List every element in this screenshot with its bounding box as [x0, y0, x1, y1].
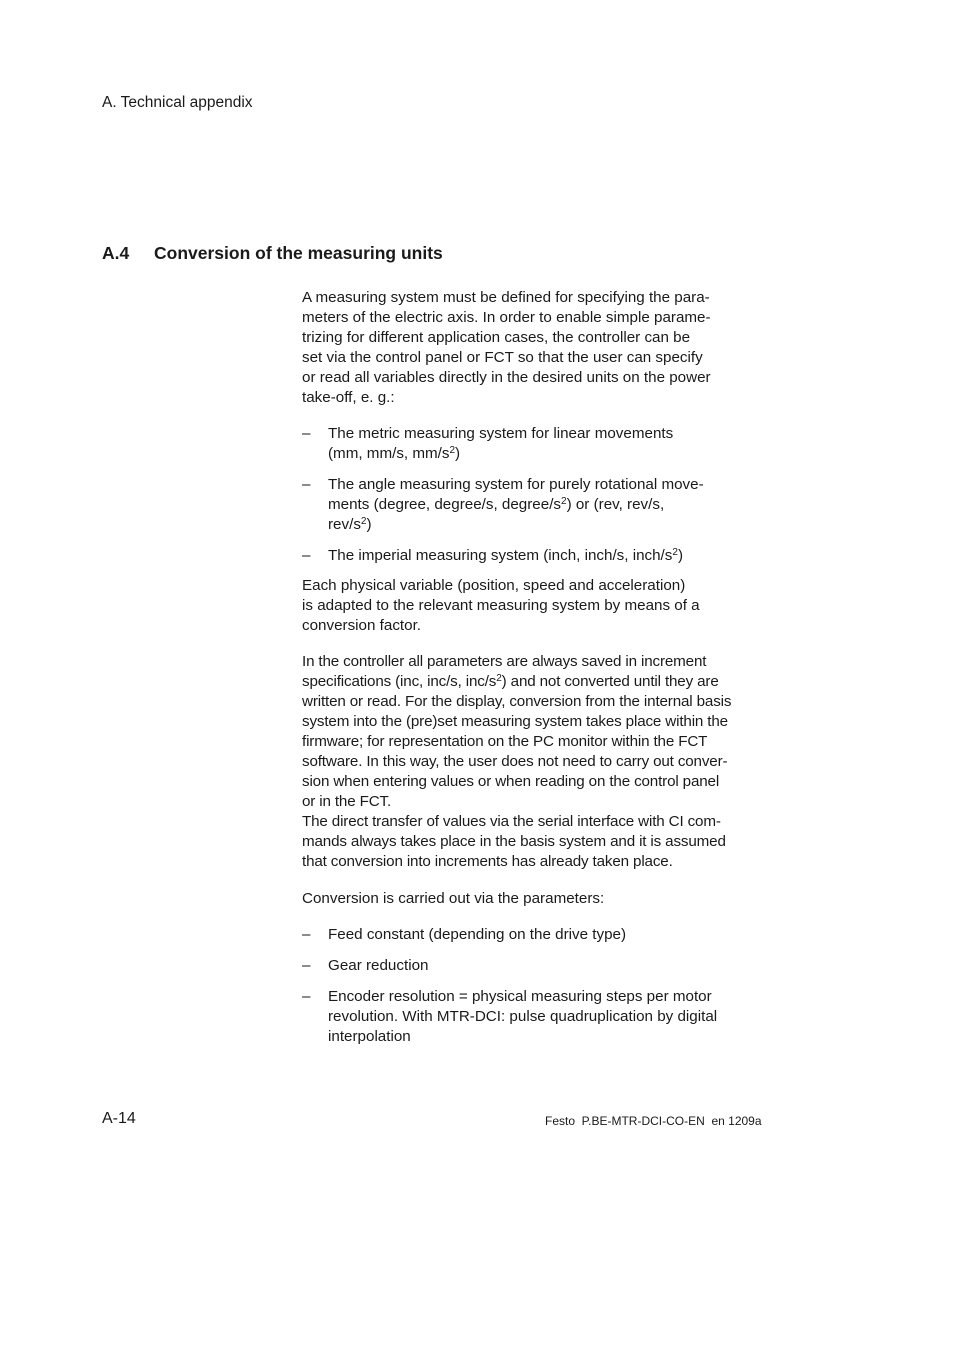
list-item-text: The angle measuring system for purely rotational move- ments (degree, degree/s, degree/s [328, 476, 704, 513]
section-number: A.4 [102, 243, 130, 263]
list-item [302, 475, 747, 535]
list-dash: – [302, 547, 311, 564]
document-id: Festo P.BE-MTR-DCI-CO-EN en 1209a [545, 1114, 762, 1128]
list-item-text-mid: ) or (rev, rev/s, rev/s [328, 496, 665, 533]
section-title: Conversion of the measuring units [154, 243, 443, 263]
conversion-factor-paragraph: Each physical variable (position, speed and acceleration) is adapted to the relevant measuring system by means of a conversion factor. [302, 577, 700, 634]
measuring-systems-list [302, 424, 747, 577]
list-dash: – [302, 988, 311, 1005]
superscript: 2 [672, 547, 678, 558]
page-number: A-14 [102, 1110, 136, 1127]
controller-paragraph [302, 652, 747, 872]
list-item-text-end: ) [677, 547, 683, 564]
list-item-text: The metric measuring system for linear movements (mm, mm/s, mm/s [328, 425, 674, 462]
list-item [302, 956, 747, 976]
running-header: A. Technical appendix [102, 94, 253, 111]
list-dash: – [302, 957, 311, 974]
list-item [302, 925, 747, 945]
superscript: 2 [561, 496, 567, 507]
list-item-text: The imperial measuring system (inch, inch/s, inch/s [328, 547, 673, 564]
parameters-intro: Conversion is carried out via the parameters: [302, 890, 605, 907]
controller-paragraph-rest: ) and not converted until they are written or read. For the display, conversion from the internal basis system into the (pre)set measuring system takes place within the firmware; for representation on the PC monitor within the FCT software. In this way, the user does not need to carry out conver- sion when entering values or when reading on the control panel or in the FCT. The direct transfer of values via the serial interface with CI com- mands always takes place in the basis system and it is assumed that conversion into increments has already taken place. [302, 673, 732, 870]
superscript: 2 [360, 516, 367, 527]
list-item [302, 546, 747, 566]
list-item-text: Gear reduction [328, 957, 429, 974]
list-item-text-end: ) [366, 516, 372, 533]
parameters-list [302, 925, 747, 1058]
list-item-text-end: ) [455, 445, 461, 462]
list-dash: – [302, 476, 311, 493]
superscript: 2 [449, 445, 456, 456]
controller-paragraph-start: In the controller all parameters are always saved in increment specifications (inc, inc/s, inc/s [302, 653, 707, 690]
list-dash: – [302, 425, 311, 442]
list-item-text: Encoder resolution = physical measuring steps per motor revolution. With MTR-DCI: pulse quadruplication by digital interpolation [328, 988, 718, 1045]
list-item [302, 424, 747, 464]
intro-paragraph: A measuring system must be defined for specifying the para- meters of the electric axis. In order to enable simple parame- trizing for different application cases, the controller can be set via the control panel or FCT so that the user can specify or read all variables directly in the desired units on the power take-off, e. g.: [302, 289, 711, 406]
list-item-text: Feed constant (depending on the drive type) [328, 926, 627, 943]
list-dash: – [302, 926, 311, 943]
list-item [302, 987, 747, 1047]
superscript: 2 [496, 673, 502, 684]
